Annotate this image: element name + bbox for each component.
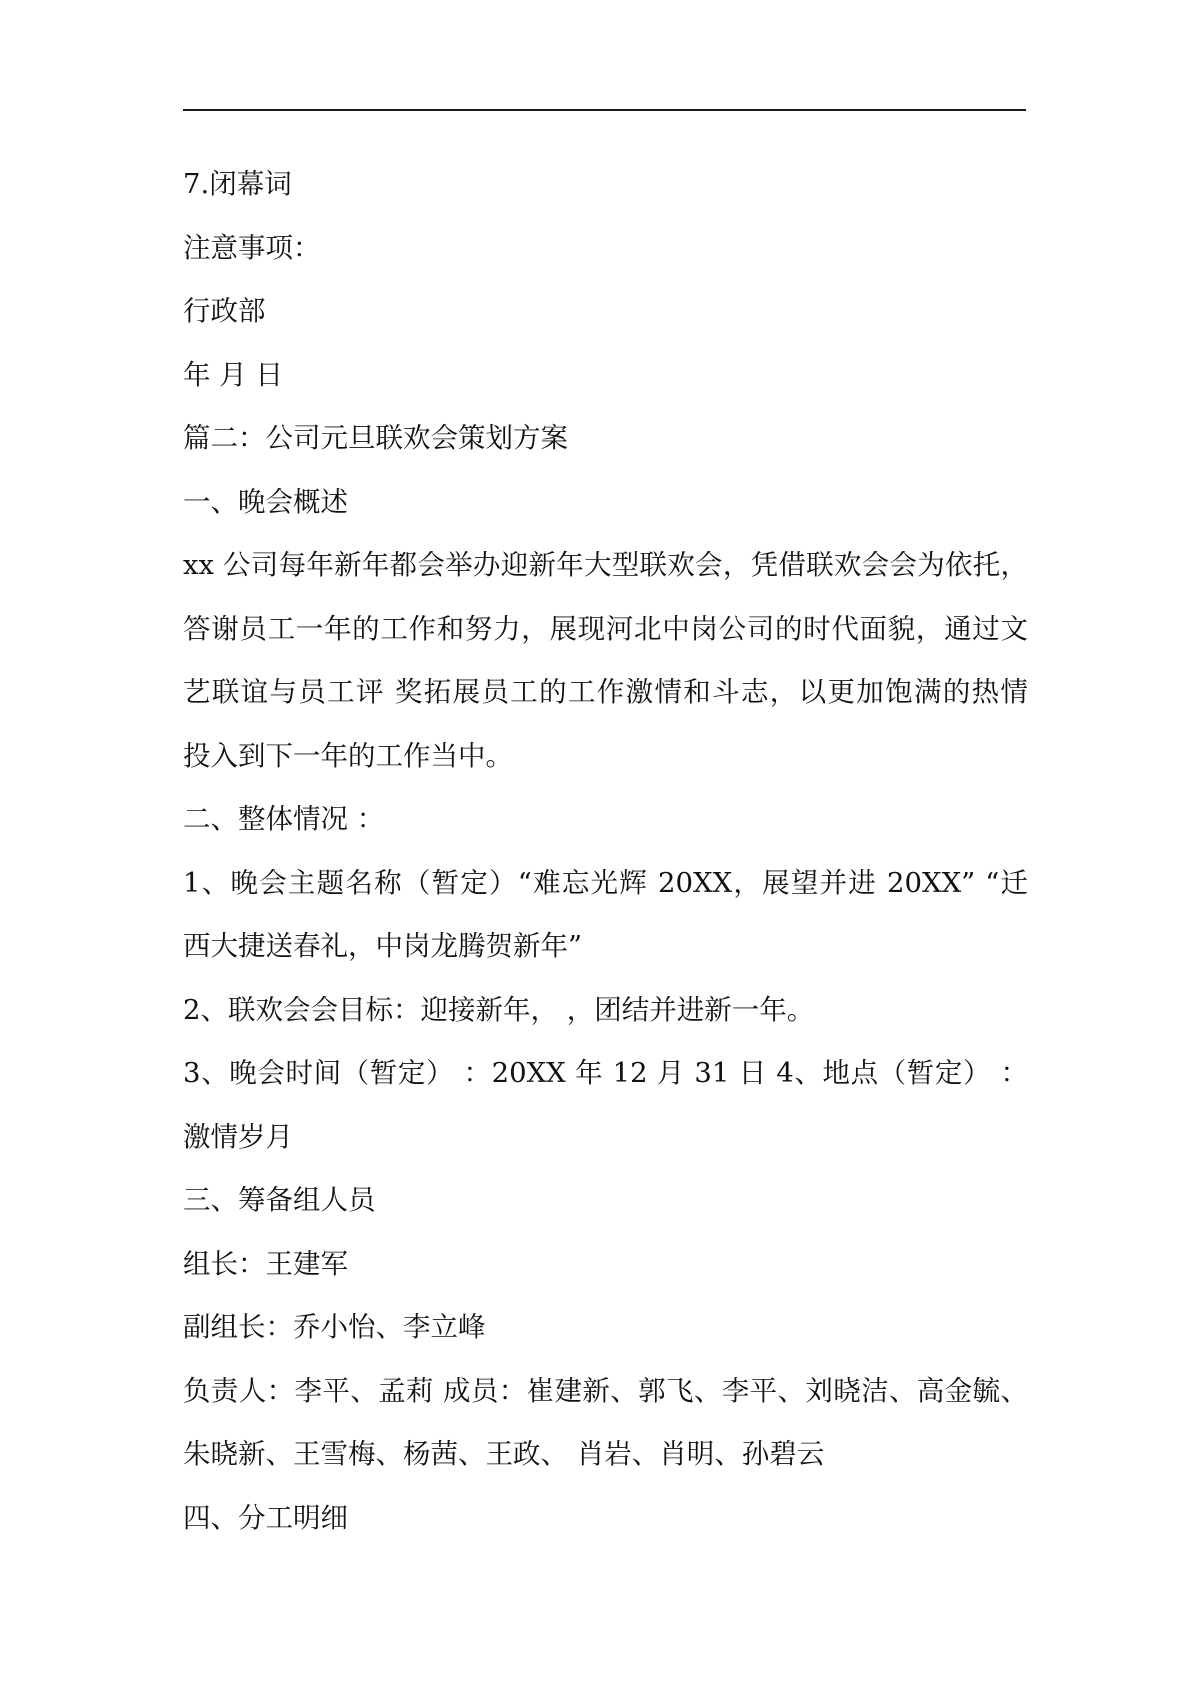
- time-location-line: 激情岁月: [183, 1120, 293, 1153]
- section-heading-overall: 二、整体情况 ：: [183, 803, 385, 835]
- date-placeholder: 年 月 日: [183, 358, 283, 391]
- section-heading-overview: 一、晚会概述: [183, 485, 348, 518]
- notes-heading: 注意事项：: [183, 231, 321, 264]
- document-body: [183, 153, 1028, 1550]
- closing-speech-item: 7.闭幕词: [183, 168, 292, 200]
- members-line: 负责人：李平、孟莉 成员：崔建新、郭飞、李平、刘晓洁、高金毓、: [183, 1374, 1028, 1407]
- section-heading-staff: 三、筹备组人员: [183, 1184, 376, 1216]
- department-signature: 行政部: [183, 295, 266, 327]
- team-leader-line: 组长：王建军: [183, 1247, 348, 1280]
- members-line: 朱晓新、王雪梅、杨茜、王政、 肖岩、肖明、孙碧云: [183, 1438, 825, 1470]
- goal-line: 2、联欢会会目标：迎接新年， ，团结并进新一年。: [183, 993, 815, 1026]
- paragraph-line: xx 公司每年新年都会举办迎新年大型联欢会，凭借联欢会会为依托，: [183, 549, 1028, 581]
- header-divider: [183, 109, 1026, 111]
- paragraph-line: 艺联谊与员工评 奖拓展员工的工作激情和斗志，以更加饱满的热情: [183, 676, 1028, 708]
- paragraph-line: 投入到下一年的工作当中。: [183, 739, 513, 772]
- section-heading-division: 四、分工明细: [183, 1501, 348, 1534]
- deputy-leader-line: 副组长：乔小怡、李立峰: [183, 1311, 486, 1343]
- theme-name-line: 西大捷送春礼，中岗龙腾贺新年”: [183, 930, 583, 962]
- theme-name-line: 1、晚会主题名称（暂定）“难忘光辉 20XX，展望并进 20XX” “迁: [183, 866, 1028, 899]
- paragraph-line: 答谢员工一年的工作和努力，展现河北中岗公司的时代面貌，通过文: [183, 612, 1028, 645]
- time-location-line: 3、晚会时间（暂定） ：20XX 年 12 月 31 日 4、地点（暂定） ：: [183, 1057, 1028, 1089]
- chapter-title: 篇二：公司元旦联欢会策划方案: [183, 422, 568, 454]
